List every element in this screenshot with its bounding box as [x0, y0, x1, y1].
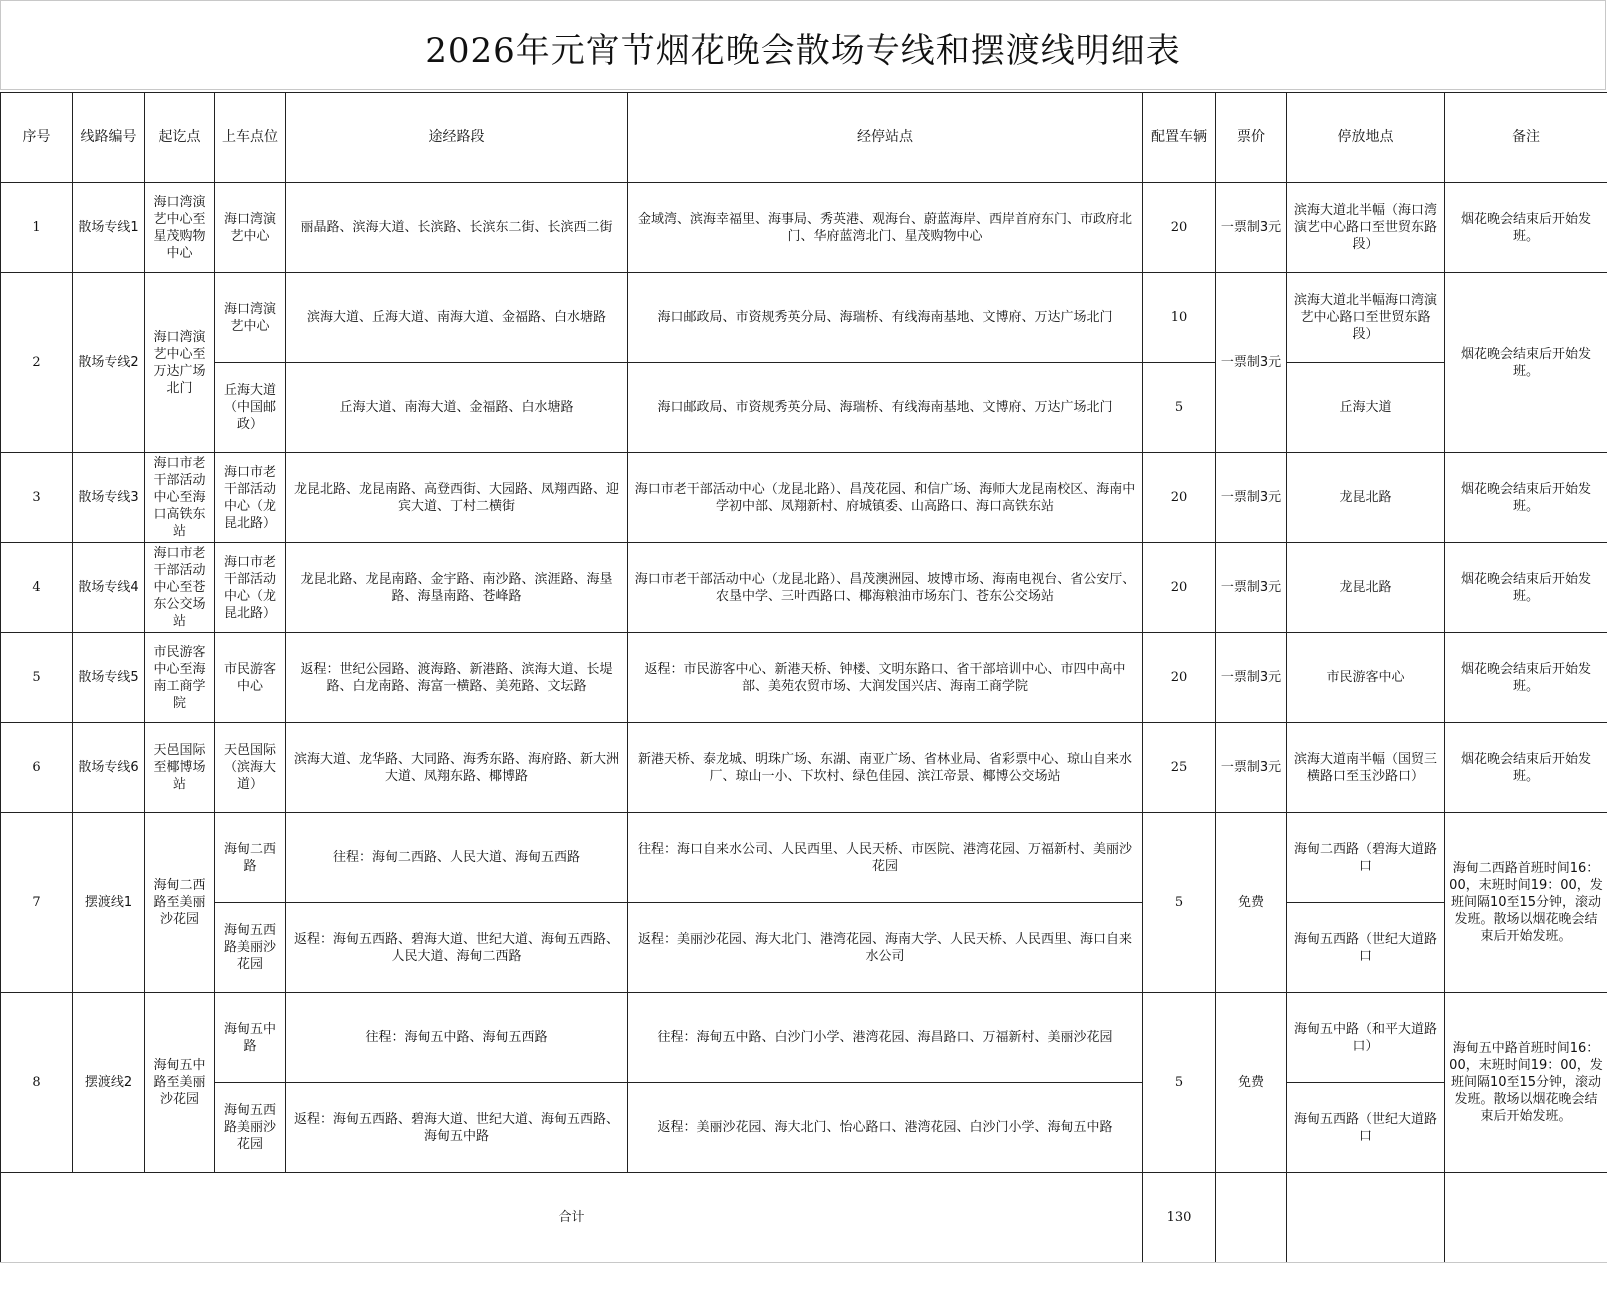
table-row	[1, 903, 1607, 993]
total-row	[1, 1173, 1607, 1263]
row-no: 8	[1, 993, 73, 1173]
fare: 一票制3元	[1216, 183, 1287, 273]
title-cell	[0, 0, 1606, 90]
page-title: 2026年元宵节烟花晚会散场专线和摆渡线明细表	[425, 30, 1181, 71]
boarding-point: 市民游客中心	[215, 633, 286, 723]
header-cell-parking: 停放地点	[1287, 93, 1445, 183]
table-row	[1, 183, 1607, 273]
table-row	[1, 453, 1607, 543]
header-cell-endpoints: 起讫点	[145, 93, 215, 183]
fare: 免费	[1216, 993, 1287, 1173]
header-cell-fare: 票价	[1216, 93, 1287, 183]
route-roads: 往程：海甸二西路、人民大道、海甸五西路	[286, 813, 628, 903]
total-empty-cell	[1216, 1173, 1287, 1263]
boarding-point: 海口湾演艺中心	[215, 183, 286, 273]
stop-list: 新港天桥、泰龙城、明珠广场、东湖、南亚广场、省林业局、省彩票中心、琼山自来水厂、琼山一小、下坎村、绿色佳园、滨江帝景、椰博公交场站	[628, 723, 1143, 813]
parking-location: 滨海大道南半幅（国贸三横路口至玉沙路口）	[1287, 723, 1445, 813]
stop-list: 海口邮政局、市资规秀英分局、海瑞桥、有线海南基地、文博府、万达广场北门	[628, 273, 1143, 363]
remark: 海甸二西路首班时间16：00，末班时间19：00，发班间隔10至15分钟，滚动发班。散场以烟花晚会结束后开始发班。	[1445, 813, 1607, 993]
remark: 烟花晚会结束后开始发班。	[1445, 183, 1607, 273]
endpoints: 海甸五中路至美丽沙花园	[145, 993, 215, 1173]
parking-location: 海甸二西路（碧海大道路口	[1287, 813, 1445, 903]
stop-list: 往程：海口自来水公司、人民西里、人民天桥、市医院、港湾花园、万福新村、美丽沙花园	[628, 813, 1143, 903]
row-no: 1	[1, 183, 73, 273]
stop-list: 海口邮政局、市资规秀英分局、海瑞桥、有线海南基地、文博府、万达广场北门	[628, 363, 1143, 453]
header-cell-route: 途经路段	[286, 93, 628, 183]
boarding-point: 天邑国际（滨海大道）	[215, 723, 286, 813]
route-roads: 丘海大道、南海大道、金福路、白水塘路	[286, 363, 628, 453]
parking-location: 市民游客中心	[1287, 633, 1445, 723]
header-cell-vehicles: 配置车辆	[1143, 93, 1216, 183]
boarding-point: 丘海大道（中国邮政）	[215, 363, 286, 453]
fare: 一票制3元	[1216, 633, 1287, 723]
route-roads: 龙昆北路、龙昆南路、高登西街、大园路、凤翔西路、迎宾大道、丁村二横街	[286, 453, 628, 543]
remark: 烟花晚会结束后开始发班。	[1445, 273, 1607, 453]
stop-list: 返程：美丽沙花园、海大北门、港湾花园、海南大学、人民天桥、人民西里、海口自来水公司	[628, 903, 1143, 993]
endpoints: 海口市老干部活动中心至海口高铁东站	[145, 453, 215, 543]
table-row	[1, 363, 1607, 453]
fare: 一票制3元	[1216, 543, 1287, 633]
boarding-point: 海甸五西路美丽沙花园	[215, 903, 286, 993]
endpoints: 天邑国际至椰博场站	[145, 723, 215, 813]
stop-list: 海口市老干部活动中心（龙昆北路）、昌茂澳洲园、坡博市场、海南电视台、省公安厅、农垦中学、三叶西路口、椰海粮油市场东门、苍东公交场站	[628, 543, 1143, 633]
remark: 烟花晚会结束后开始发班。	[1445, 453, 1607, 543]
endpoints: 海甸二西路至美丽沙花园	[145, 813, 215, 993]
header-cell-remark: 备注	[1445, 93, 1607, 183]
row-no: 4	[1, 543, 73, 633]
remark: 烟花晚会结束后开始发班。	[1445, 723, 1607, 813]
parking-location: 龙昆北路	[1287, 543, 1445, 633]
stop-list: 海口市老干部活动中心（龙昆北路）、昌茂花园、和信广场、海师大龙昆南校区、海南中学初中部、凤翔新村、府城镇委、山高路口、海口高铁东站	[628, 453, 1143, 543]
route-roads: 滨海大道、龙华路、大同路、海秀东路、海府路、新大洲大道、凤翔东路、椰博路	[286, 723, 628, 813]
route-roads: 丽晶路、滨海大道、长滨路、长滨东二街、长滨西二街	[286, 183, 628, 273]
row-no: 3	[1, 453, 73, 543]
vehicle-count: 5	[1143, 993, 1216, 1173]
vehicle-count: 20	[1143, 633, 1216, 723]
line-id: 散场专线6	[73, 723, 145, 813]
table-row	[1, 273, 1607, 363]
fare: 一票制3元	[1216, 273, 1287, 453]
header-cell-stops: 经停站点	[628, 93, 1143, 183]
parking-location: 丘海大道	[1287, 363, 1445, 453]
line-id: 散场专线5	[73, 633, 145, 723]
header-row	[1, 93, 1607, 183]
table-row	[1, 993, 1607, 1083]
boarding-point: 海甸五西路美丽沙花园	[215, 1083, 286, 1173]
endpoints: 海口湾演艺中心至星茂购物中心	[145, 183, 215, 273]
parking-location: 龙昆北路	[1287, 453, 1445, 543]
line-id: 散场专线4	[73, 543, 145, 633]
stop-list: 往程：海甸五中路、白沙门小学、港湾花园、海昌路口、万福新村、美丽沙花园	[628, 993, 1143, 1083]
line-id: 散场专线2	[73, 273, 145, 453]
stop-list: 金域湾、滨海幸福里、海事局、秀英港、观海台、蔚蓝海岸、西岸首府东门、市政府北门、华府蓝湾北门、星茂购物中心	[628, 183, 1143, 273]
boarding-point: 海甸五中路	[215, 993, 286, 1083]
vehicle-count: 10	[1143, 273, 1216, 363]
vehicle-count: 25	[1143, 723, 1216, 813]
vehicle-count: 20	[1143, 453, 1216, 543]
parking-location: 滨海大道北半幅（海口湾演艺中心路口至世贸东路段）	[1287, 183, 1445, 273]
route-roads: 滨海大道、丘海大道、南海大道、金福路、白水塘路	[286, 273, 628, 363]
remark: 烟花晚会结束后开始发班。	[1445, 543, 1607, 633]
total-label: 合计	[1, 1173, 1143, 1263]
route-roads: 返程：海甸五西路、碧海大道、世纪大道、海甸五西路、海甸五中路	[286, 1083, 628, 1173]
fare: 免费	[1216, 813, 1287, 993]
route-roads: 返程：世纪公园路、渡海路、新港路、滨海大道、长堤路、白龙南路、海富一横路、美苑路、文坛路	[286, 633, 628, 723]
route-table	[0, 92, 1607, 1263]
boarding-point: 海甸二西路	[215, 813, 286, 903]
table-row	[1, 1083, 1607, 1173]
total-empty-cell	[1445, 1173, 1607, 1263]
route-roads: 往程：海甸五中路、海甸五西路	[286, 993, 628, 1083]
header-cell-board: 上车点位	[215, 93, 286, 183]
remark: 海甸五中路首班时间16：00，末班时间19：00，发班间隔10至15分钟，滚动发班。散场以烟花晚会结束后开始发班。	[1445, 993, 1607, 1173]
endpoints: 海口市老干部活动中心至苍东公交场站	[145, 543, 215, 633]
vehicle-count: 20	[1143, 183, 1216, 273]
row-no: 7	[1, 813, 73, 993]
table-row	[1, 813, 1607, 903]
parking-location: 海甸五中路（和平大道路口）	[1287, 993, 1445, 1083]
fare: 一票制3元	[1216, 453, 1287, 543]
row-no: 5	[1, 633, 73, 723]
boarding-point: 海口市老干部活动中心（龙昆北路）	[215, 543, 286, 633]
endpoints: 市民游客中心至海南工商学院	[145, 633, 215, 723]
table-row	[1, 723, 1607, 813]
table-row	[1, 543, 1607, 633]
line-id: 摆渡线2	[73, 993, 145, 1173]
row-no: 2	[1, 273, 73, 453]
parking-location: 海甸五西路（世纪大道路口	[1287, 1083, 1445, 1173]
total-vehicles: 130	[1143, 1173, 1216, 1263]
route-roads: 返程：海甸五西路、碧海大道、世纪大道、海甸五西路、人民大道、海甸二西路	[286, 903, 628, 993]
stop-list: 返程：美丽沙花园、海大北门、怡心路口、港湾花园、白沙门小学、海甸五中路	[628, 1083, 1143, 1173]
stop-list: 返程：市民游客中心、新港天桥、钟楼、文明东路口、省干部培训中心、市四中高中部、美苑农贸市场、大润发国兴店、海南工商学院	[628, 633, 1143, 723]
header-cell-no: 序号	[1, 93, 73, 183]
boarding-point: 海口市老干部活动中心（龙昆北路）	[215, 453, 286, 543]
remark: 烟花晚会结束后开始发班。	[1445, 633, 1607, 723]
parking-location: 滨海大道北半幅海口湾演艺中心路口至世贸东路段）	[1287, 273, 1445, 363]
vehicle-count: 20	[1143, 543, 1216, 633]
line-id: 散场专线3	[73, 453, 145, 543]
row-no: 6	[1, 723, 73, 813]
fare: 一票制3元	[1216, 723, 1287, 813]
parking-location: 海甸五西路（世纪大道路口	[1287, 903, 1445, 993]
endpoints: 海口湾演艺中心至万达广场北门	[145, 273, 215, 453]
boarding-point: 海口湾演艺中心	[215, 273, 286, 363]
vehicle-count: 5	[1143, 363, 1216, 453]
total-empty-cell	[1287, 1173, 1445, 1263]
route-roads: 龙昆北路、龙昆南路、金宇路、南沙路、滨涯路、海垦路、海垦南路、苍峰路	[286, 543, 628, 633]
header-cell-line: 线路编号	[73, 93, 145, 183]
line-id: 摆渡线1	[73, 813, 145, 993]
table-row	[1, 633, 1607, 723]
vehicle-count: 5	[1143, 813, 1216, 993]
line-id: 散场专线1	[73, 183, 145, 273]
